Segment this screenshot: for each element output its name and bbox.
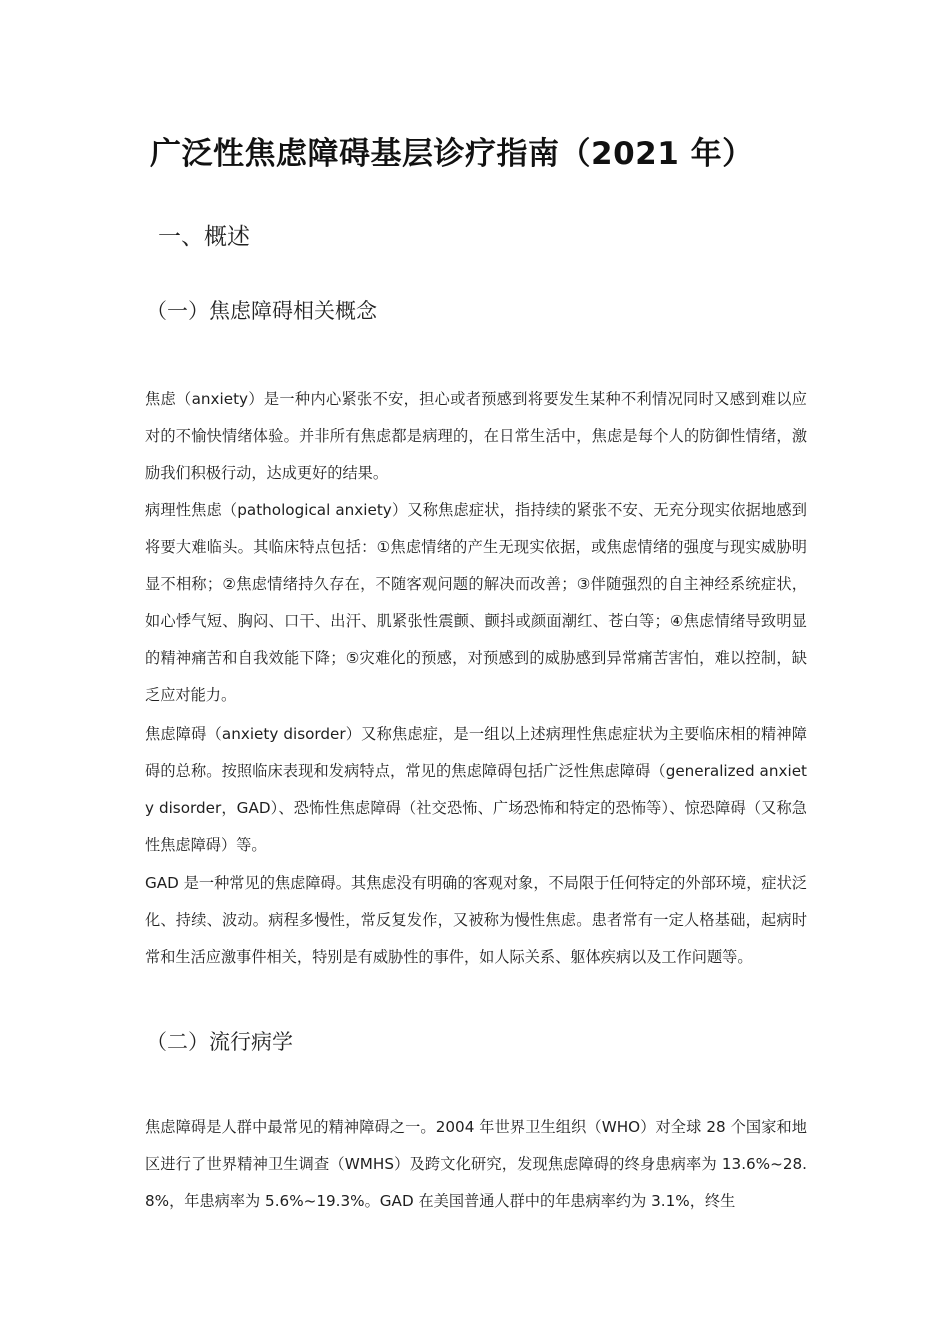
subsection-heading-concepts: （一）焦虑障碍相关概念 bbox=[146, 299, 377, 323]
paragraph-pathological-anxiety: 病理性焦虑（pathological anxiety）又称焦虑症状，指持续的紧张不安、无充分现实依据地感到将要大难临头。其临床特点包括：①焦虑情绪的产生无现实依据，或焦虑情绪的强度与现实威胁明显不相称；②焦虑情绪持久存在，不随客观问题的解决而改善；③伴随强烈的自主神经系统症状，如心悸气短、胸闷、口干、出汗、肌紧张性震颤、颤抖或颜面潮红、苍白等；④焦虑情绪导致明显的精神痛苦和自我效能下降；⑤灾难化的预感，对预感到的威胁感到异常痛苦害怕，难以控制，缺乏应对能力。 bbox=[145, 501, 807, 705]
paragraph-anxiety-definition: 焦虑（anxiety）是一种内心紧张不安，担心或者预感到将要发生某种不利情况同时又感到难以应对的不愉快情绪体验。并非所有焦虑都是病理的，在日常生活中，焦虑是每个人的防御性情绪，激励我们积极行动，达成更好的结果。 bbox=[145, 390, 807, 483]
section-heading-overview: 一、概述 bbox=[158, 224, 250, 250]
subsection-heading-epidemiology: （二）流行病学 bbox=[146, 1030, 293, 1054]
paragraph-anxiety-disorder: 焦虑障碍（anxiety disorder）又称焦虑症，是一组以上述病理性焦虑症状为主要临床相的精神障碍的总称。按照临床表现和发病特点，常见的焦虑障碍包括广泛性焦虑障碍（generalized anxiety disorder，GAD）、恐怖性焦虑障碍（社交恐怖、广场恐怖和特定的恐怖等）、惊恐障碍（又称急性焦虑障碍）等。 bbox=[145, 725, 807, 855]
paragraph-gad: GAD 是一种常见的焦虑障碍。其焦虑没有明确的客观对象，不局限于任何特定的外部环境，症状泛化、持续、波动。病程多慢性，常反复发作，又被称为慢性焦虑。患者常有一定人格基础，起病时常和生活应激事件相关，特别是有威胁性的事件，如人际关系、躯体疾病以及工作问题等。 bbox=[145, 874, 807, 967]
paragraph-epidemiology: 焦虑障碍是人群中最常见的精神障碍之一。2004 年世界卫生组织（WHO）对全球 28 个国家和地区进行了世界精神卫生调查（WMHS）及跨文化研究，发现焦虑障碍的终身患病率为 13.6%~28.8%，年患病率为 5.6%~19.3%。GAD 在美国普通人群中的年患病率约为 3.1%，终生 bbox=[145, 1118, 807, 1211]
document-title: 广泛性焦虑障碍基层诊疗指南（2021 年） bbox=[150, 136, 754, 172]
